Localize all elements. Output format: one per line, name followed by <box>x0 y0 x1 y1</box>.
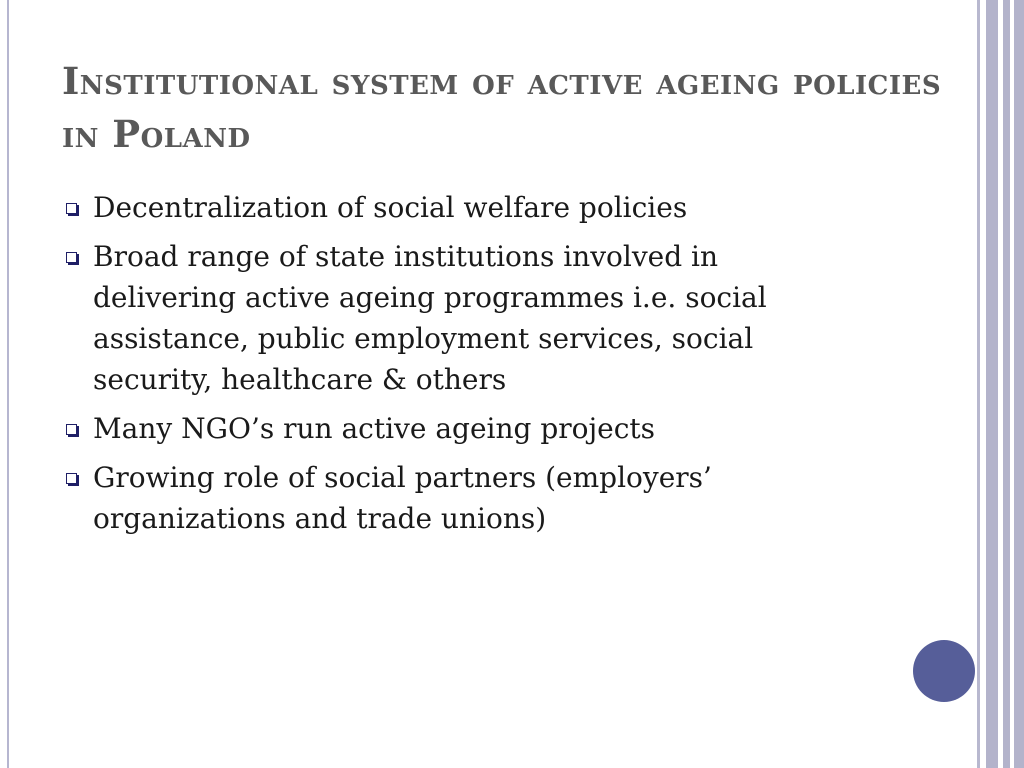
bullet-text: Growing role of social partners (employers’ organizations and trade unions) <box>93 461 712 535</box>
right-decor-stripe <box>1003 0 1010 768</box>
bullet-text: Decentralization of social welfare policies <box>93 191 688 224</box>
bullet-item <box>62 457 862 539</box>
decorative-circle <box>913 640 975 702</box>
right-decor-stripe <box>986 0 998 768</box>
slide-title: Institutional system of active ageing policies in Poland <box>62 59 942 156</box>
square-bullet-icon <box>66 424 77 435</box>
bullet-text: Broad range of state institutions involved in delivering active ageing programmes i.e. social assistance, public employment services, social security, healthcare & others <box>93 240 767 396</box>
bullet-item <box>62 408 862 449</box>
bullet-item <box>62 236 862 400</box>
left-border-line <box>7 0 9 768</box>
bullet-text: Many NGO’s run active ageing projects <box>93 412 656 445</box>
right-decor-stripe <box>1014 0 1024 768</box>
square-bullet-icon <box>66 473 77 484</box>
square-bullet-icon <box>66 252 77 263</box>
square-bullet-icon <box>66 203 77 214</box>
bullet-item <box>62 187 862 228</box>
bullet-list <box>62 187 862 547</box>
